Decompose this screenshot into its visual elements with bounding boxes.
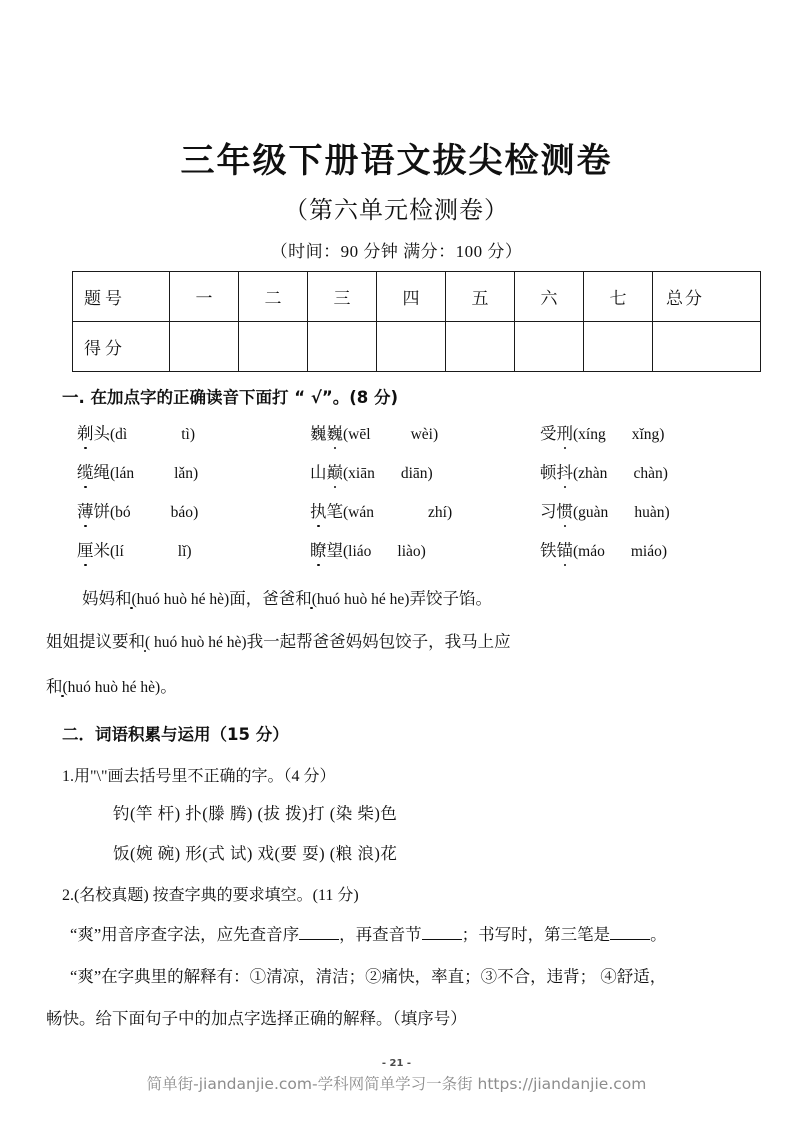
dotted-char: 薄 [77,498,94,522]
page-title: 三年级下册语文拔尖检测卷 [180,141,613,181]
text-a: “爽”用音序查字法，应先查音序 [70,925,300,944]
pinyin-item-4-3[interactable]: 铁锚(máo miáo) [540,537,667,561]
pinyin-options-1[interactable]: (huó huò hé hè) [131,591,230,608]
character-choice-row-1[interactable]: 钓(竿 杆) 扑(滕 腾) (拔 拨)打 (染 柴)色 [113,804,398,823]
dictionary-meanings-line: “爽”在字典里的解释有：①清凉，清洁；②痛快，率直；③不合，违背； ④舒适， [70,967,667,986]
character-choice-row-2[interactable]: 饭(婉 碗) 形(式 试) 戏(要 耍) (粮 浪)花 [113,844,398,863]
word-rest: 绳 [93,463,110,482]
answer-blank-1[interactable] [299,923,339,940]
dictionary-fill-line [70,921,667,945]
he-paragraph-line-3 [46,673,177,697]
pinyin-options-3[interactable]: ( huó huò hé hè) [145,634,247,651]
pinyin-option-b[interactable]: xǐng [631,426,660,443]
pinyin-item-1-1[interactable]: 剃头(dì tì) [77,420,195,444]
pinyin-options-4[interactable]: (huó huò hé hè) [62,679,161,696]
dotted-char: 刑 [557,420,574,444]
section-one-heading: 一. 在加点字的正确读音下面打 “ √”。(8 分) [62,388,399,407]
text-after: 。 [160,677,177,696]
pinyin-option-a[interactable]: dì [115,426,128,443]
pinyin-option-a[interactable]: xíng [578,426,606,443]
answer-blank-2[interactable] [422,923,462,940]
pinyin-option-b[interactable]: tì [181,426,190,443]
page-number: - 21 - [381,1058,412,1069]
pinyin-option-a[interactable]: xiān [348,465,375,482]
word-rest: 望 [326,541,343,560]
score-cell-2[interactable] [239,322,308,372]
pinyin-option-a[interactable]: lí [115,543,124,560]
page-subtitle: （第六单元检测卷） [284,198,509,224]
row-label-score: 得分 [73,322,170,372]
pinyin-item-2-1[interactable]: 缆绳(lán lǎn) [77,459,198,483]
score-cell-3[interactable] [308,322,377,372]
pinyin-item-1-2[interactable]: 巍巍(wēl wèi) [310,420,438,444]
pinyin-item-3-1[interactable]: 薄饼(bó báo) [77,498,198,522]
pinyin-option-b[interactable]: zhí [428,504,447,521]
score-cell-4[interactable] [377,322,446,372]
col-header-total: 总分 [653,272,761,322]
pinyin-option-a[interactable]: wēl [348,426,371,443]
question-1-prompt: 1.用"\"画去括号里不正确的字。（4 分） [62,768,336,785]
pinyin-option-b[interactable]: liào [397,543,421,560]
pinyin-option-a[interactable]: máo [578,543,605,560]
word-prefix: 顿 [540,463,557,482]
dotted-char: 巍 [327,420,344,444]
dotted-char: 执 [310,498,327,522]
col-header-6: 六 [515,272,584,322]
pinyin-option-a[interactable]: zhàn [578,465,608,482]
score-cell-7[interactable] [584,322,653,372]
score-cell-total[interactable] [653,322,761,372]
watermark-text: 简单街-jiandanjie.com-学科网简单学习一条街 https://jiandanjie.com [146,1075,647,1093]
table-row [73,322,761,372]
word-rest: 饼 [93,502,110,521]
dotted-char: 瞭 [310,537,327,561]
dotted-char: 剃 [77,420,94,444]
word-rest: 笔 [326,502,343,521]
dotted-char: 缆 [77,459,94,483]
col-header-3: 三 [308,272,377,322]
text-c: ；书写时，第三笔是 [461,925,611,944]
pinyin-item-3-3[interactable]: 习惯(guàn huàn) [540,498,670,522]
text-middle: 面，爸爸和 [229,589,312,608]
dotted-char: 巅 [327,459,344,483]
pinyin-option-b[interactable]: diān [400,465,428,482]
pinyin-item-4-2[interactable]: 瞭望(liáo liào) [310,537,426,561]
pinyin-option-b[interactable]: miáo [630,543,662,560]
row-label-question-no: 题号 [73,272,170,322]
col-header-5: 五 [446,272,515,322]
text-after: 弄饺子馅。 [409,589,492,608]
exam-meta: （时间：90 分钟 满分：100 分） [270,242,523,261]
col-header-2: 二 [239,272,308,322]
pinyin-item-2-2[interactable]: 山巅(xiān diān) [310,459,433,483]
pinyin-option-a[interactable]: lán [115,465,135,482]
score-cell-5[interactable] [446,322,515,372]
pinyin-item-3-2[interactable]: 执笔(wán zhí) [310,498,452,522]
pinyin-option-b[interactable]: lǐ [177,543,187,560]
table-row [73,272,761,322]
pinyin-option-a[interactable]: wán [348,504,374,521]
col-header-4: 四 [377,272,446,322]
pinyin-option-b[interactable]: huàn [634,504,665,521]
word-prefix: 巍 [310,424,327,443]
pinyin-options-2[interactable]: (huó huò hé he) [311,591,410,608]
dotted-char: 锚 [557,537,574,561]
pinyin-option-a[interactable]: bó [115,504,131,521]
pinyin-option-b[interactable]: lǎn [174,465,194,482]
dotted-char: 惯 [557,498,574,522]
pinyin-option-b[interactable]: báo [170,504,194,521]
dotted-char: 抖 [557,459,574,483]
text-before: 姐姐提议要和 [46,632,145,651]
dotted-char: 厘 [77,537,94,561]
pinyin-item-2-3[interactable]: 顿抖(zhàn chàn) [540,459,668,483]
word-rest: 米 [93,541,110,560]
text-after: 我一起帮爸爸妈妈包饺子，我马上应 [246,632,511,651]
dictionary-instruction-line: 畅快。给下面句子中的加点字选择正确的解释。（填序号） [46,1009,467,1028]
pinyin-item-4-1[interactable]: 厘米(lí lǐ) [77,537,192,561]
score-cell-6[interactable] [515,322,584,372]
word-rest: 头 [93,424,110,443]
col-header-1: 一 [170,272,239,322]
he-paragraph-line-1 [82,585,492,609]
pinyin-item-1-3[interactable]: 受刑(xíng xǐng) [540,420,664,444]
word-prefix: 习 [540,502,557,521]
score-table [72,271,761,372]
word-prefix: 受 [540,424,557,443]
pinyin-option-b[interactable]: chàn [633,465,663,482]
section-two-heading: 二．词语积累与运用（15 分） [62,725,289,744]
text-b: ，再查音节 [339,925,422,944]
answer-blank-3[interactable] [610,923,650,940]
pinyin-option-b[interactable]: wèi [410,426,433,443]
score-cell-1[interactable] [170,322,239,372]
pinyin-option-a[interactable]: guàn [578,504,609,521]
word-prefix: 铁 [540,541,557,560]
word-prefix: 山 [310,463,327,482]
text-before: 妈妈和 [82,589,132,608]
col-header-7: 七 [584,272,653,322]
he-paragraph-line-2 [46,628,511,652]
pinyin-option-a[interactable]: liáo [348,543,372,560]
text-before: 和 [46,677,63,696]
question-2-prompt: 2.(名校真题) 按查字典的要求填空。(11 分) [62,887,359,904]
text-d: 。 [650,925,667,944]
